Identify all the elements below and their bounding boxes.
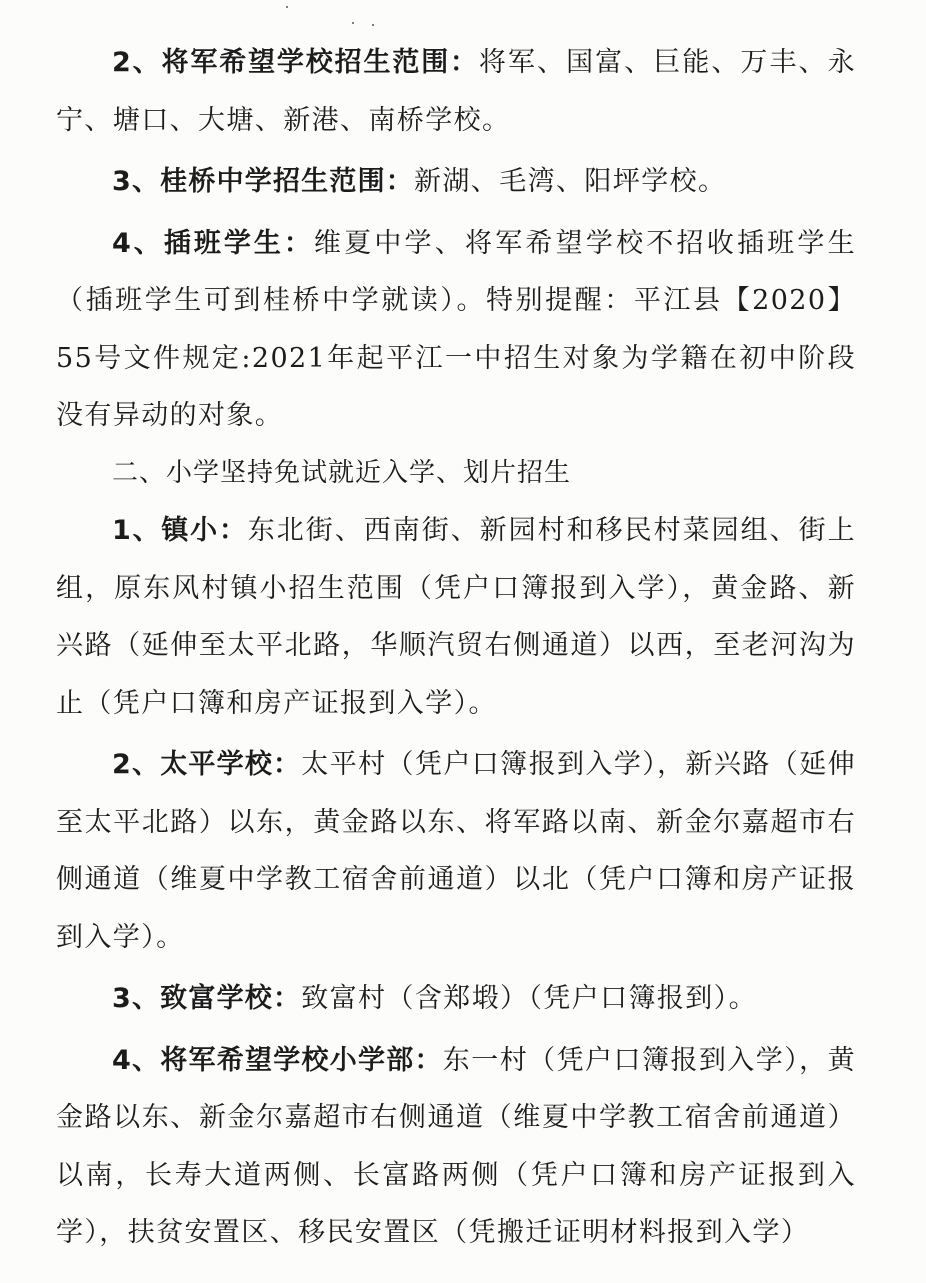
paragraph-lead: 3、桂桥中学招生范围： xyxy=(112,166,414,197)
paragraph-transfer-students xyxy=(56,215,856,445)
paragraph-jiangjun-middle xyxy=(56,34,856,149)
paragraph-text: 维夏中学、将军希望学校不招收插班学生（插班学生可到桂桥中学就读）。特别提醒：平江县【2020】55号文件规定:2021年起平江一中招生对象为学籍在初中阶段没有异动的对象。 xyxy=(56,227,856,431)
paragraph-text: 将军、国富、巨能、万丰、永宁、塘口、大塘、新港、南桥学校。 xyxy=(56,47,856,136)
paragraph-lead: 4、插班学生： xyxy=(112,227,314,259)
paragraph-taiping-school xyxy=(56,736,856,966)
section-heading: 二、小学坚持免试就近入学、划片招生 xyxy=(112,457,572,488)
scan-speck xyxy=(352,22,354,24)
paragraph-lead: 3、致富学校： xyxy=(112,983,302,1014)
paragraph-lead: 2、将军希望学校招生范围： xyxy=(112,47,479,78)
paragraph-text: 东北街、西南街、新园村和移民村菜园组、街上组，原东风村镇小招生范围（凭户口簿报到入学），黄金路、新兴路（延伸至太平北路，华顺汽贸右侧通道）以西，至老河沟为止（凭户口簿和房产证报到入学）。 xyxy=(56,515,856,719)
paragraph-jiangjun-primary xyxy=(56,1032,856,1262)
document-body xyxy=(56,34,856,1262)
paragraph-guiqiao-middle xyxy=(56,153,856,211)
paragraph-zhifu-school xyxy=(56,970,856,1028)
paragraph-text: 致富村（含郑塅）（凭户口簿报到）。 xyxy=(301,983,757,1014)
paragraph-text: 太平村（凭户口簿报到入学），新兴路（延伸至太平北路）以东，黄金路以东、将军路以南、新金尔嘉超市右侧通道（维夏中学教工宿舍前通道）以北（凭户口簿和房产证报到入学）。 xyxy=(56,749,857,953)
paragraph-text: 东一村（凭户口簿报到入学），黄金路以东、新金尔嘉超市右侧通道（维夏中学教工宿舍前通道）以南，长寿大道两侧、长富路两侧（凭户口簿和房产证报到入学），扶贫安置区、移民安置区（凭搬迁证明材料报到入学） xyxy=(56,1044,857,1248)
scan-speck xyxy=(286,6,288,8)
paragraph-text: 新湖、毛湾、阳坪学校。 xyxy=(414,166,727,197)
paragraph-lead: 4、将军希望学校小学部： xyxy=(112,1044,443,1076)
paragraph-lead: 1、镇小： xyxy=(112,515,248,546)
scan-speck xyxy=(372,24,374,26)
paragraph-lead: 2、太平学校： xyxy=(112,749,302,780)
paragraph-town-primary xyxy=(56,502,856,732)
